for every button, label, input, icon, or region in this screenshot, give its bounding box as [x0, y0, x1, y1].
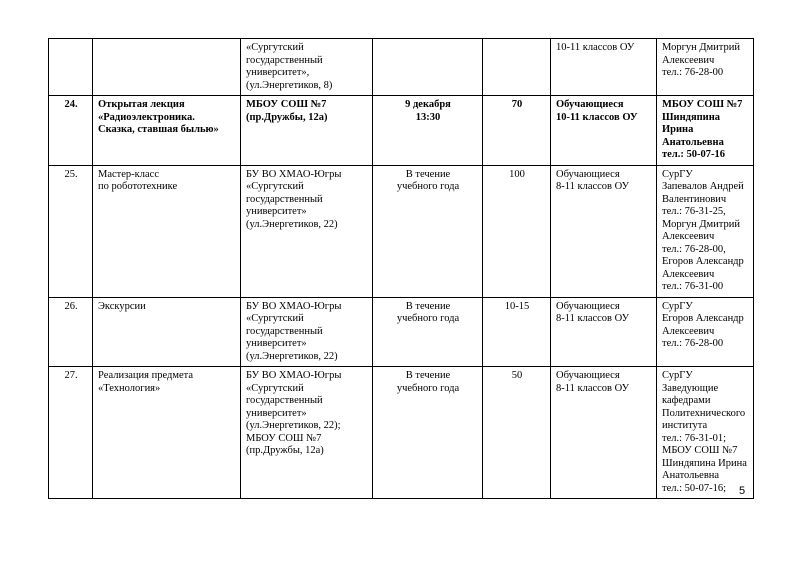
participant-count — [483, 39, 551, 96]
table-row — [49, 367, 754, 499]
event-name: Мастер-класс по робототехнике — [93, 165, 241, 297]
participant-count: 10-15 — [483, 297, 551, 367]
table-row — [49, 96, 754, 166]
contact-person: МБОУ СОШ №7 Шиндяпина Ирина Анатольевна тел.: 50-07-16 — [657, 96, 754, 166]
participants: Обучающиеся 10-11 классов ОУ — [551, 96, 657, 166]
participants: Обучающиеся 8-11 классов ОУ — [551, 165, 657, 297]
row-number: 24. — [49, 96, 93, 166]
row-number — [49, 39, 93, 96]
page-number: 5 — [739, 485, 746, 497]
event-date: В течение учебного года — [373, 297, 483, 367]
participants: 10-11 классов ОУ — [551, 39, 657, 96]
contact-person: СурГУ Запевалов Андрей Валентинович тел.: 76-31-25, Моргун Дмитрий Алексеевич тел.: 76-28-00, Егоров Александр Алексеевич тел.: 76-31-00 — [657, 165, 754, 297]
contact-person: СурГУ Заведующие кафедрами Политехнического института тел.: 76-31-01; МБОУ СОШ №7 Шиндяпина Ирина Анатольевна тел.: 50-07-16; — [657, 367, 754, 499]
event-place: БУ ВО ХМАО-Югры «Сургутский государственный университет» (ул.Энергетиков, 22) — [241, 297, 373, 367]
events-table — [48, 38, 754, 499]
participant-count: 70 — [483, 96, 551, 166]
event-place: БУ ВО ХМАО-Югры «Сургутский государственный университет» (ул.Энергетиков, 22) — [241, 165, 373, 297]
table-row — [49, 39, 754, 96]
participants: Обучающиеся 8-11 классов ОУ — [551, 367, 657, 499]
table-row — [49, 297, 754, 367]
contact-person: СурГУ Егоров Александр Алексеевич тел.: 76-28-00 — [657, 297, 754, 367]
contact-person: Моргун Дмитрий Алексеевич тел.: 76-28-00 — [657, 39, 754, 96]
row-number: 26. — [49, 297, 93, 367]
event-name — [93, 39, 241, 96]
event-date: В течение учебного года — [373, 165, 483, 297]
event-name: Открытая лекция «Радиоэлектроника. Сказка, ставшая былью» — [93, 96, 241, 166]
participant-count: 100 — [483, 165, 551, 297]
event-place: БУ ВО ХМАО-Югры «Сургутский государственный университет» (ул.Энергетиков, 22); МБОУ СОШ №7 (пр.Дружбы, 12а) — [241, 367, 373, 499]
event-name: Реализация предмета «Технология» — [93, 367, 241, 499]
event-date — [373, 39, 483, 96]
participants: Обучающиеся 8-11 классов ОУ — [551, 297, 657, 367]
event-place: «Сургутский государственный университет», (ул.Энергетиков, 8) — [241, 39, 373, 96]
row-number: 27. — [49, 367, 93, 499]
event-date: 9 декабря 13:30 — [373, 96, 483, 166]
event-name: Экскурсии — [93, 297, 241, 367]
participant-count: 50 — [483, 367, 551, 499]
event-date: В течение учебного года — [373, 367, 483, 499]
event-place: МБОУ СОШ №7 (пр.Дружбы, 12а) — [241, 96, 373, 166]
table-row — [49, 165, 754, 297]
row-number: 25. — [49, 165, 93, 297]
